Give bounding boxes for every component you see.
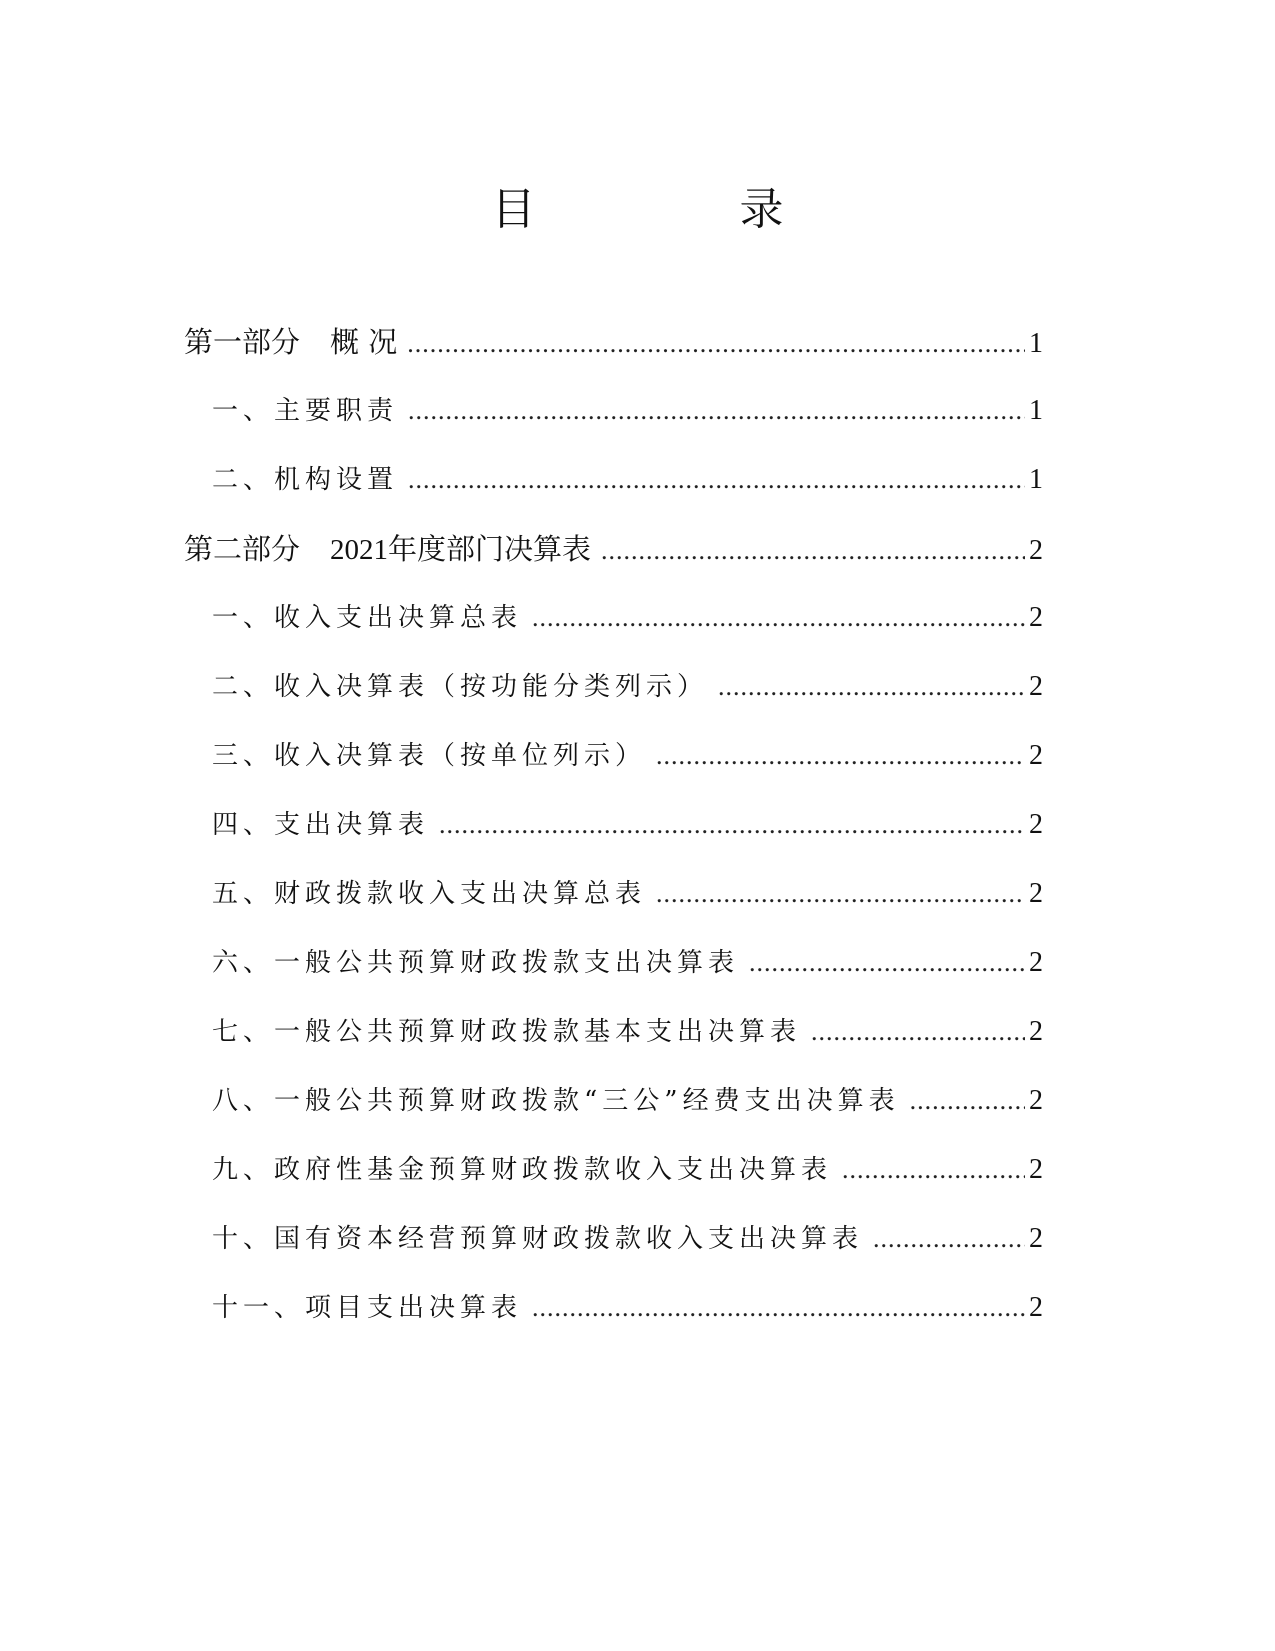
dot-leader (811, 1012, 1025, 1052)
dot-leader (718, 667, 1025, 707)
toc-entry-table-8[interactable] (212, 1081, 1043, 1121)
toc-page-number: 2 (1029, 602, 1043, 633)
part-name: 概 况 (330, 325, 398, 359)
toc-entry-label: 八、一般公共预算财政拨款“三公”经费支出决算表 (212, 1086, 900, 1116)
dot-leader (532, 598, 1025, 638)
toc-entry-table-3[interactable] (212, 736, 1043, 776)
toc-entry-main-duties[interactable] (212, 391, 1043, 431)
toc-entry-label: 十、国有资本经营预算财政拨款收入支出决算表 (212, 1224, 864, 1254)
dot-leader (408, 460, 1025, 500)
toc-entry-table-9[interactable] (212, 1150, 1043, 1190)
toc-entry-table-6[interactable] (212, 943, 1043, 983)
toc-entry-table-11[interactable] (212, 1288, 1043, 1328)
toc-entry-table-5[interactable] (212, 874, 1043, 914)
toc-entry-label: 二、机构设置 (212, 465, 399, 495)
toc-entry-label: 六、一般公共预算财政拨款支出决算表 (212, 948, 740, 978)
toc-entry-part-two[interactable] (184, 529, 1043, 569)
part-name: 2021年度部门决算表 (330, 534, 592, 566)
dot-leader (601, 531, 1025, 571)
dot-leader (656, 874, 1025, 914)
toc-entry-label (184, 529, 591, 570)
dot-leader (873, 1219, 1025, 1259)
toc-page-number: 2 (1029, 1292, 1043, 1323)
toc-page-number: 2 (1029, 1016, 1043, 1047)
toc-entry-table-4[interactable] (212, 805, 1043, 845)
toc-entry-label: 十一、项目支出决算表 (212, 1293, 523, 1323)
toc-page-number: 2 (1029, 535, 1043, 566)
toc-entry-label: 七、一般公共预算财政拨款基本支出决算表 (212, 1017, 802, 1047)
dot-leader (532, 1288, 1025, 1328)
toc-page-number: 2 (1029, 1085, 1043, 1116)
toc-entry-label: 二、收入决算表（按功能分类列示） (212, 672, 709, 702)
dot-leader (408, 391, 1025, 431)
toc-page-number: 1 (1029, 464, 1043, 495)
toc-page-number: 2 (1029, 1154, 1043, 1185)
toc-entry-org-setup[interactable] (212, 460, 1043, 500)
toc-entry-table-10[interactable] (212, 1219, 1043, 1259)
toc-entry-label: 五、财政拨款收入支出决算总表 (212, 879, 647, 909)
toc-entry-label: 三、收入决算表（按单位列示） (212, 741, 647, 771)
toc-entry-label (184, 322, 397, 362)
toc-page-number: 2 (1029, 878, 1043, 909)
toc-entry-label: 四、支出决算表 (212, 810, 430, 840)
toc-page-number: 2 (1029, 671, 1043, 702)
toc-entry-part-one[interactable] (184, 322, 1043, 362)
toc-page-number: 2 (1029, 740, 1043, 771)
toc-entry-label: 一、主要职责 (212, 396, 399, 426)
dot-leader (656, 736, 1025, 776)
toc-page-number: 1 (1029, 395, 1043, 426)
toc-entry-label: 一、收入支出决算总表 (212, 603, 523, 633)
toc-entry-label: 九、政府性基金预算财政拨款收入支出决算表 (212, 1155, 833, 1185)
dot-leader (910, 1081, 1025, 1121)
part-number: 第一部分 (184, 325, 301, 359)
toc-page-number: 2 (1029, 809, 1043, 840)
toc-page-number: 2 (1029, 1223, 1043, 1254)
page-title: 目 录 (491, 184, 864, 235)
toc-entry-table-7[interactable] (212, 1012, 1043, 1052)
part-number: 第二部分 (184, 532, 301, 566)
dot-leader (407, 324, 1025, 364)
toc-page-number: 1 (1029, 328, 1043, 359)
dot-leader (842, 1150, 1025, 1190)
dot-leader (439, 805, 1025, 845)
toc-entry-table-1[interactable] (212, 598, 1043, 638)
toc-entry-table-2[interactable] (212, 667, 1043, 707)
toc-page-number: 2 (1029, 947, 1043, 978)
dot-leader (749, 943, 1025, 983)
